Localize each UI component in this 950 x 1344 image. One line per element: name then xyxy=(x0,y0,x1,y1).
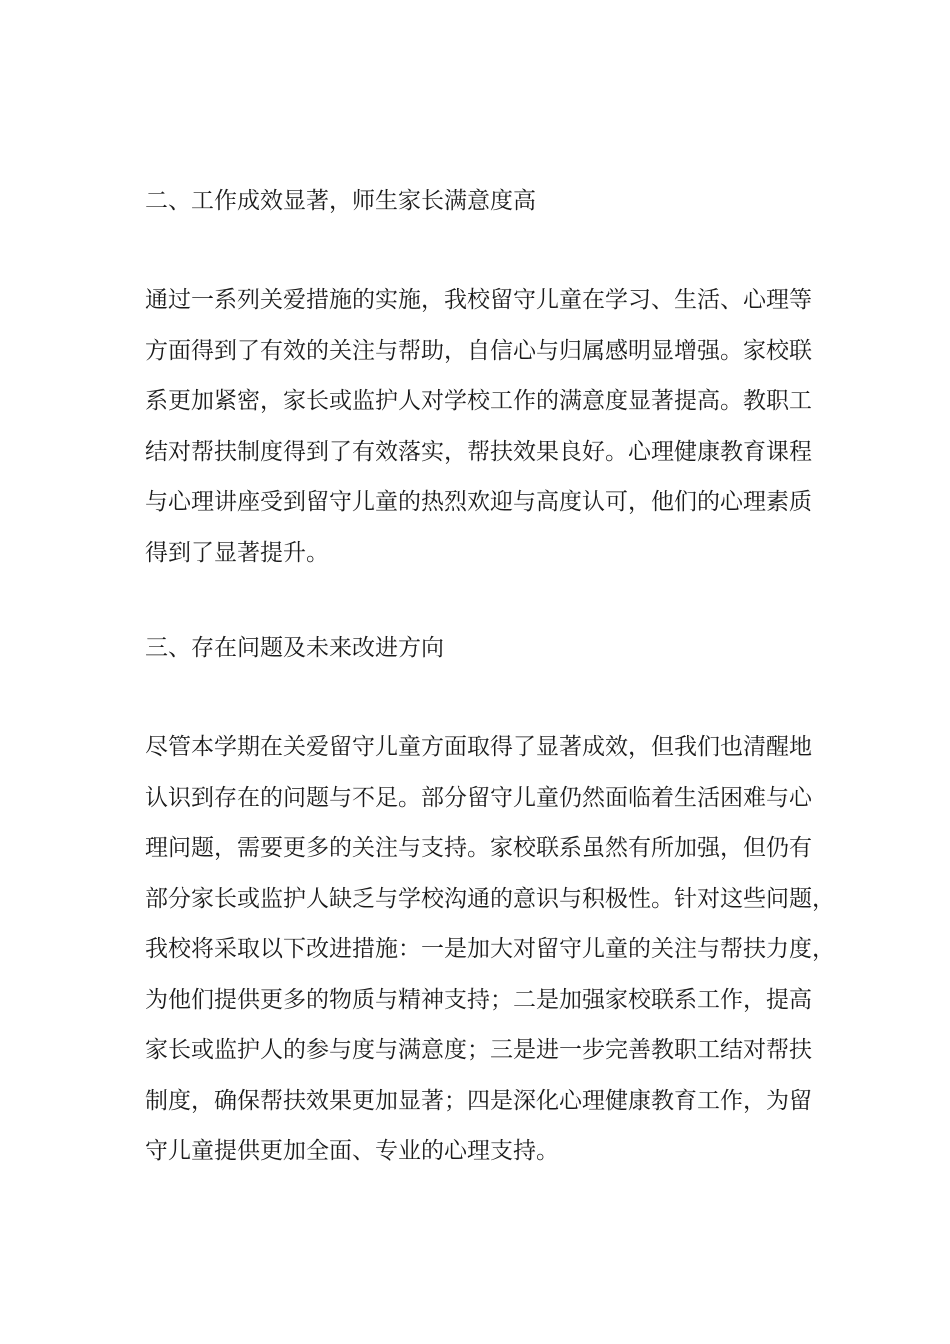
section-paragraph-problems xyxy=(145,722,835,1177)
paragraph-line: 理问题，需要更多的关注与支持。家校联系虽然有所加强，但仍有 xyxy=(145,835,812,861)
paragraph-line: 系更加紧密，家长或监护人对学校工作的满意度显著提高。教职工 xyxy=(145,388,812,414)
paragraph-line: 尽管本学期在关爱留守儿童方面取得了显著成效，但我们也清醒地 xyxy=(145,734,812,760)
section-paragraph-achievements xyxy=(145,275,835,578)
paragraph-line: 为他们提供更多的物质与精神支持；二是加强家校联系工作，提高 xyxy=(145,986,812,1013)
section-heading-achievements: 二、工作成效显著，师生家长满意度高 xyxy=(145,188,536,214)
paragraph-line: 方面得到了有效的关注与帮助，自信心与归属感明显增强。家校联 xyxy=(145,337,812,364)
paragraph-line: 制度，确保帮扶效果更加显著；四是深化心理健康教育工作，为留 xyxy=(145,1087,812,1114)
paragraph-line: 通过一系列关爱措施的实施，我校留守儿童在学习、生活、心理等 xyxy=(145,287,812,313)
section-heading-problems: 三、存在问题及未来改进方向 xyxy=(145,635,444,661)
paragraph-line: 我校将采取以下改进措施：一是加大对留守儿童的关注与帮扶力度， xyxy=(145,936,835,962)
paragraph-line: 与心理讲座受到留守儿童的热烈欢迎与高度认可，他们的心理素质 xyxy=(145,489,812,515)
paragraph-line: 认识到存在的问题与不足。部分留守儿童仍然面临着生活困难与心 xyxy=(145,784,812,811)
paragraph-line: 结对帮扶制度得到了有效落实，帮扶效果良好。心理健康教育课程 xyxy=(145,438,812,465)
paragraph-line: 得到了显著提升。 xyxy=(145,539,329,566)
paragraph-line: 部分家长或监护人缺乏与学校沟通的意识与积极性。针对这些问题， xyxy=(145,885,835,912)
paragraph-line: 守儿童提供更加全面、专业的心理支持。 xyxy=(145,1138,559,1164)
paragraph-line: 家长或监护人的参与度与满意度；三是进一步完善教职工结对帮扶 xyxy=(145,1037,812,1063)
